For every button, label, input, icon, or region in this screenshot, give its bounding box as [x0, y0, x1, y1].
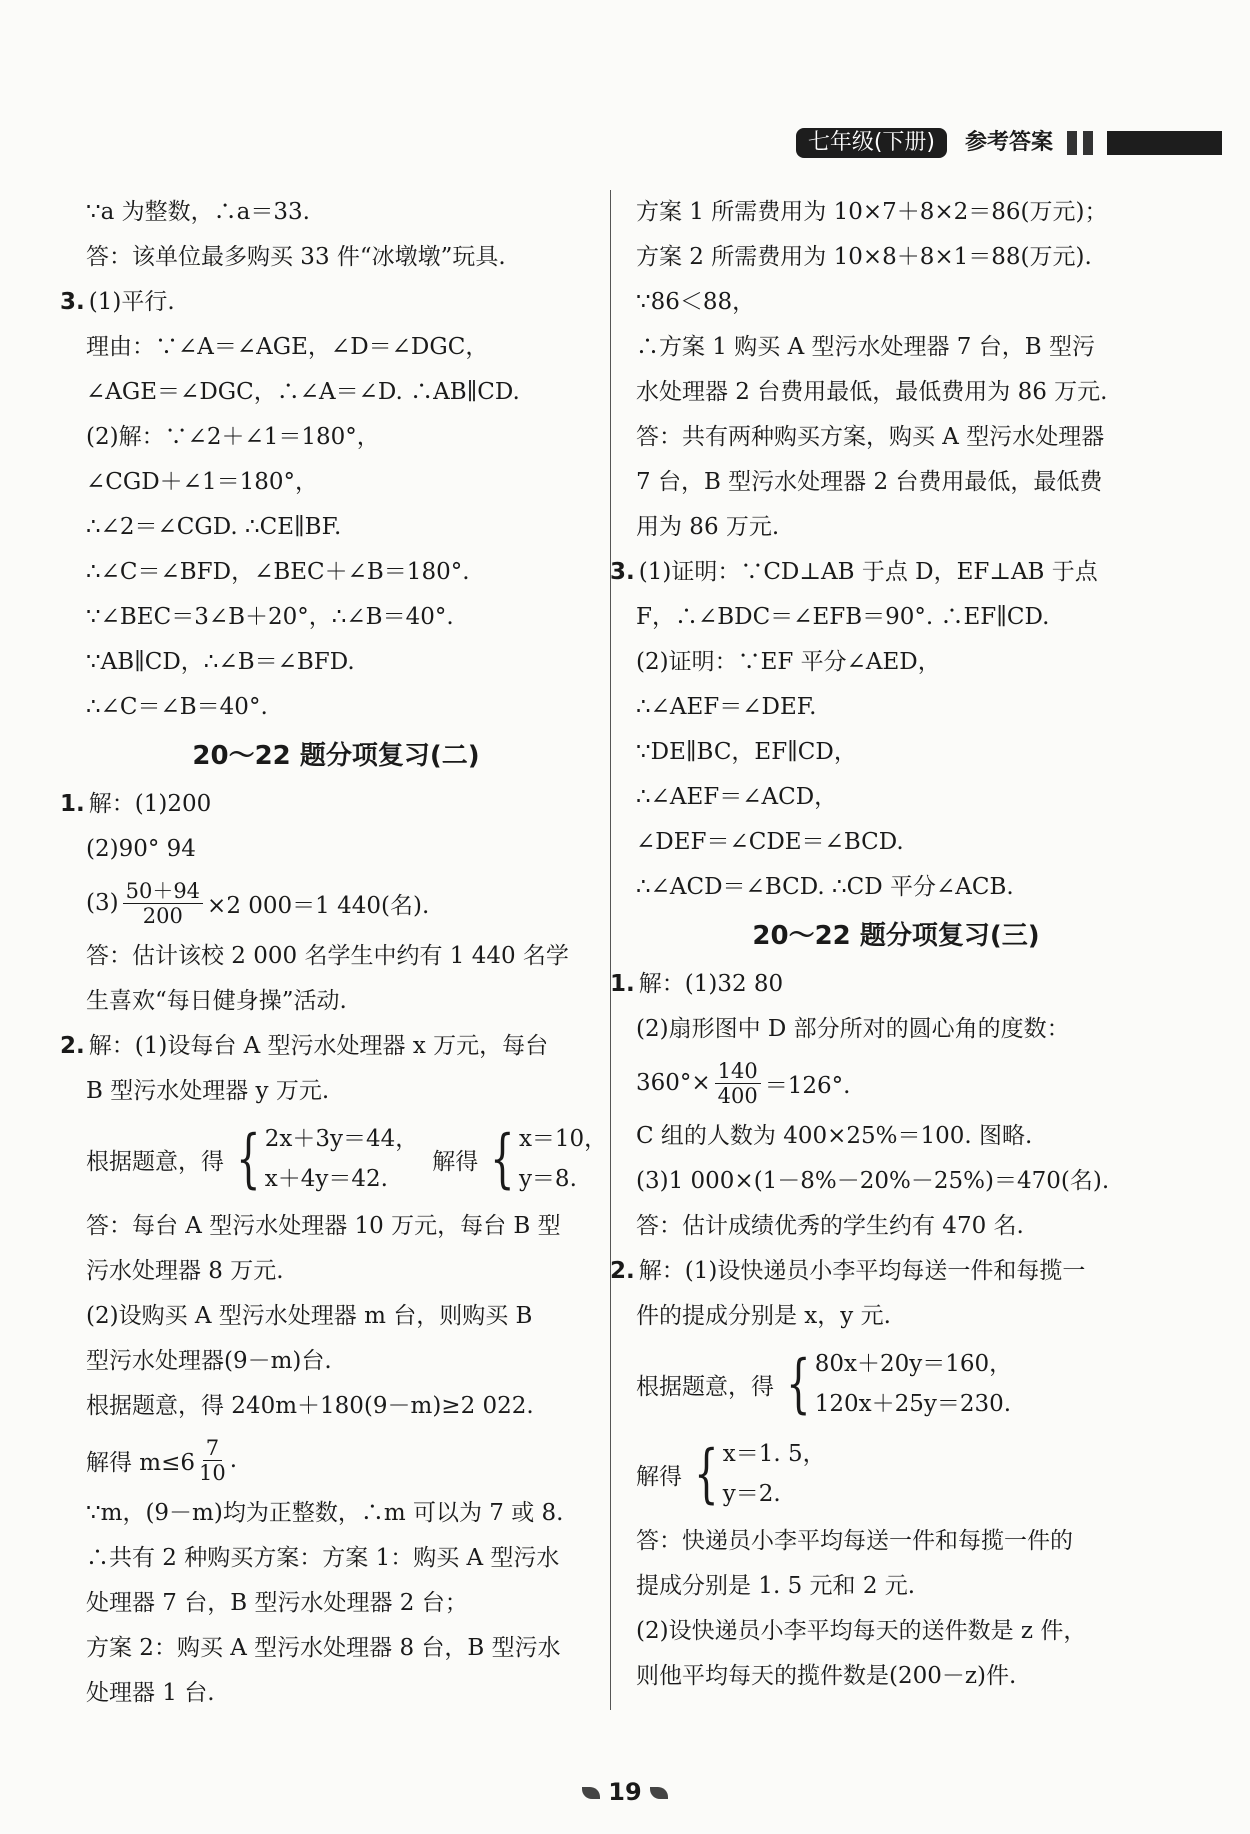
text-line: 则他平均每天的揽件数是(200－z)件. [636, 1663, 1017, 1689]
text-line: 水处理器 2 台费用最低，最低费用为 86 万元. [636, 379, 1108, 405]
denominator: 10 [199, 1460, 226, 1485]
page-number: 19 [608, 1778, 642, 1806]
fraction [123, 879, 203, 928]
fraction-line [86, 872, 586, 934]
text-line: (2)证明：∵EF 平分∠AED， [636, 649, 941, 675]
text-line: 答：每台 A 型污水处理器 10 万元，每台 B 型 [86, 1213, 561, 1239]
equation: x＋4y＝42. [264, 1166, 388, 1192]
left-brace: { [490, 1122, 515, 1196]
text-line: 处理器 1 台. [86, 1680, 215, 1706]
denominator: 400 [717, 1083, 758, 1108]
fraction-line [636, 1052, 1156, 1114]
question-number: 1. [60, 791, 85, 817]
text-line: 污水处理器 8 万元. [86, 1258, 284, 1284]
text-span: ×2 000＝1 440(名). [207, 892, 430, 919]
text-line: 生喜欢“每日健身操”活动. [86, 988, 347, 1014]
text-span: 360°× [636, 1070, 711, 1096]
question-number: 1. [610, 971, 635, 997]
equation: 80x＋20y＝160， [814, 1351, 1013, 1377]
equation-stack [265, 1119, 419, 1199]
question-line [610, 1249, 1156, 1294]
leaf-icon [650, 1787, 668, 1799]
equation-system-line [636, 1429, 1156, 1519]
text-line: 根据题意，得 240m＋180(9－m)≥2 022. [86, 1393, 534, 1419]
text-line: F，∴∠BDC＝∠EFB＝90°. ∴EF∥CD. [636, 604, 1050, 630]
equation-system [228, 1119, 418, 1199]
text-line: 处理器 7 台，B 型污水处理器 2 台； [86, 1590, 468, 1616]
question-line [610, 962, 1156, 1007]
text-line: ∵DE∥BC，EF∥CD， [636, 739, 857, 765]
text-line: 答：快递员小李平均每送一件和每揽一件的 [636, 1528, 1073, 1554]
equation-stack [519, 1119, 607, 1199]
text-line: 方案 2 所需费用为 10×8＋8×1＝88(万元). [636, 244, 1092, 270]
text-line: ∠AGE＝∠DGC，∴∠A＝∠D. ∴AB∥CD. [86, 379, 520, 405]
text-span: 解：(1)32 80 [638, 971, 784, 997]
text-span: 解得 [432, 1148, 479, 1175]
text-line: (2)90° 94 [86, 836, 196, 862]
text-line: ∴∠ACD＝∠BCD. ∴CD 平分∠ACB. [636, 874, 1014, 900]
text-span: . [229, 1447, 238, 1473]
question-line [60, 1024, 586, 1069]
equation: x＝1. 5， [722, 1441, 826, 1467]
left-column [60, 190, 608, 1716]
text-line: C 组的人数为 400×25%＝100. 图略. [636, 1123, 1033, 1149]
equation-system-line [636, 1339, 1156, 1429]
text-line: 件的提成分别是 x，y 元. [636, 1303, 891, 1329]
text-line: ∠CGD＋∠1＝180°， [86, 469, 318, 495]
text-line: 提成分别是 1. 5 元和 2 元. [636, 1573, 916, 1599]
text-line: 7 台，B 型污水处理器 2 台费用最低，最低费 [636, 469, 1103, 495]
text-line: ∴∠AEF＝∠ACD， [636, 784, 838, 810]
text-span: (1)平行. [88, 289, 175, 315]
text-line: ∴方案 1 购买 A 型污水处理器 7 台，B 型污 [636, 334, 1095, 360]
text-span: 解：(1)200 [88, 791, 212, 817]
text-line: ∴共有 2 种购买方案：方案 1：购买 A 型污水 [86, 1545, 560, 1571]
equation-stack [723, 1434, 826, 1514]
header-decor-bar [1107, 131, 1222, 155]
equation-system [482, 1119, 607, 1199]
grade-tag: 七年级(下册) [796, 128, 947, 158]
text-span: ＝126°. [764, 1072, 851, 1099]
numerator: 140 [715, 1059, 761, 1084]
text-line: 答：估计该校 2 000 名学生中约有 1 440 名学 [86, 943, 569, 969]
header-decor-block [1083, 131, 1093, 155]
column-divider [610, 190, 611, 1710]
equation: 120x＋25y＝230. [814, 1391, 1012, 1417]
text-line: ∵a 为整数，∴a＝33. [86, 199, 310, 225]
text-line: ∴∠C＝∠B＝40°. [86, 694, 268, 720]
text-line: ∵m，(9－m)均为正整数，∴m 可以为 7 或 8. [86, 1500, 564, 1526]
equation-stack [815, 1344, 1012, 1424]
text-line: ∵AB∥CD，∴∠B＝∠BFD. [86, 649, 355, 675]
text-line: 理由：∵∠A＝∠AGE，∠D＝∠DGC， [86, 334, 489, 360]
text-line: 用为 86 万元. [636, 514, 780, 540]
question-line [60, 782, 586, 827]
section-title: 20～22 题分项复习(二) [192, 741, 480, 771]
leaf-icon [582, 1787, 600, 1799]
left-brace: { [694, 1437, 719, 1511]
left-brace: { [786, 1347, 811, 1421]
equation: y＝2. [722, 1481, 781, 1507]
left-brace: { [236, 1122, 261, 1196]
text-span: (1)证明：∵CD⊥AB 于点 D，EF⊥AB 于点 [638, 559, 1098, 585]
text-line: (3)1 000×(1－8%－20%－25%)＝470(名). [636, 1168, 1110, 1194]
text-line: 答：该单位最多购买 33 件“冰墩墩”玩具. [86, 244, 506, 270]
text-line: ∴∠AEF＝∠DEF. [636, 694, 817, 720]
fraction-line [86, 1429, 586, 1491]
question-line [610, 550, 1156, 595]
page-footer [0, 1778, 1250, 1806]
header-title: 参考答案 [964, 130, 1053, 155]
question-line [60, 280, 586, 325]
text-line: B 型污水处理器 y 万元. [86, 1078, 330, 1104]
fraction [199, 1436, 226, 1485]
equation: x＝10， [518, 1126, 608, 1152]
text-line: 答：共有两种购买方案，购买 A 型污水处理器 [636, 424, 1105, 450]
question-number: 2. [610, 1258, 635, 1284]
section-title: 20～22 题分项复习(三) [752, 921, 1040, 951]
text-line: (2)解：∵∠2＋∠1＝180°， [86, 424, 380, 450]
text-line: ∠DEF＝∠CDE＝∠BCD. [636, 829, 904, 855]
question-number: 3. [60, 289, 85, 315]
text-span: (3) [86, 890, 119, 916]
equation: 2x＋3y＝44， [264, 1126, 419, 1152]
equation: y＝8. [518, 1166, 577, 1192]
text-line: ∵86＜88， [636, 289, 756, 315]
equation-system [686, 1434, 826, 1514]
text-line: (2)扇形图中 D 部分所对的圆心角的度数： [636, 1016, 1070, 1042]
equation-system [778, 1344, 1012, 1424]
text-span: 根据题意，得 [86, 1148, 224, 1175]
text-line: ∴∠C＝∠BFD，∠BEC＋∠B＝180°. [86, 559, 470, 585]
right-column [610, 190, 1156, 1699]
question-number: 2. [60, 1033, 85, 1059]
header-decor-block [1067, 131, 1077, 155]
page-header [796, 128, 1222, 158]
text-span: 根据题意，得 [636, 1373, 774, 1400]
text-line: ∴∠2＝∠CGD. ∴CE∥BF. [86, 514, 342, 540]
equation-system-line [86, 1114, 608, 1204]
denominator: 200 [142, 903, 183, 928]
text-line: 方案 1 所需费用为 10×7＋8×2＝86(万元)； [636, 199, 1108, 225]
text-span: 解：(1)设每台 A 型污水处理器 x 万元，每台 [88, 1033, 549, 1059]
text-line: ∵∠BEC＝3∠B＋20°，∴∠B＝40°. [86, 604, 454, 630]
question-number: 3. [610, 559, 635, 585]
numerator: 7 [203, 1436, 222, 1461]
text-span: 解得 [636, 1463, 682, 1490]
text-line: 方案 2：购买 A 型污水处理器 8 台，B 型污水 [86, 1635, 561, 1661]
fraction [715, 1059, 761, 1108]
text-line: 答：估计成绩优秀的学生约有 470 名. [636, 1213, 1024, 1239]
text-line: (2)设快递员小李平均每天的送件数是 z 件， [636, 1618, 1087, 1644]
text-span: 解得 m≤6 [86, 1449, 196, 1476]
text-line: 型污水处理器(9－m)台. [86, 1348, 332, 1374]
text-span: 解：(1)设快递员小李平均每送一件和每揽一 [638, 1258, 1086, 1284]
numerator: 50＋94 [123, 879, 203, 904]
text-line: (2)设购买 A 型污水处理器 m 台，则购买 B [86, 1303, 533, 1329]
